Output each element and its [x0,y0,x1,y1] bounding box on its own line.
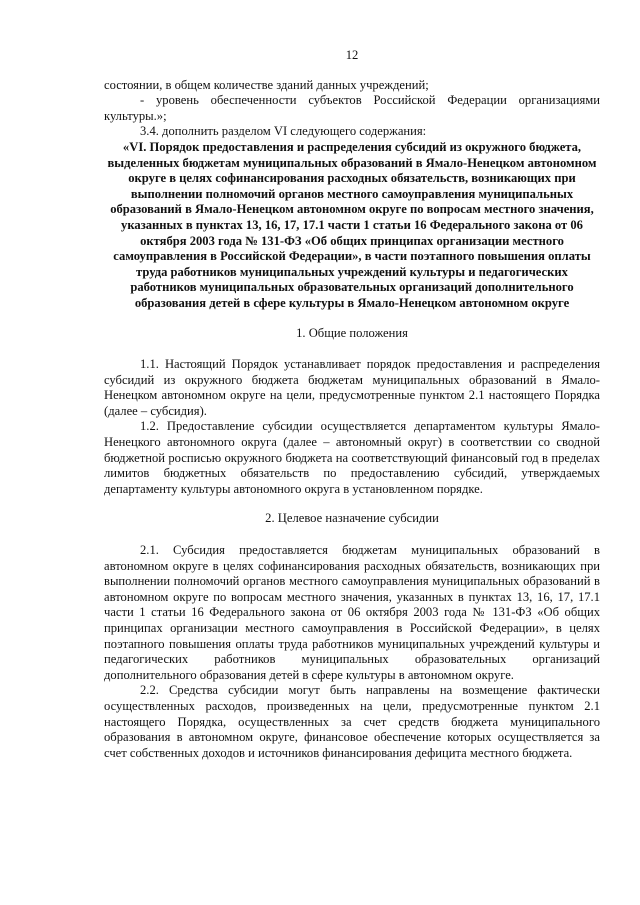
amendment-paragraph: 3.4. дополнить разделом VI следующего содержания: [140,124,427,139]
subsection-1-title: 1. Общие положения [296,325,408,340]
document-page [104,48,600,761]
paragraph-1-1: 1.1. Настоящий Порядок устанавливает порядок предоставления и распределения субсидий из окружного бюджета бюджетам муниципальных образований в Ямало-Ненецком автономном округе на цели, предусмотренные пунктом 2.1 настоящего Порядка (далее – субсидия). [104,357,600,418]
paragraph-2-2: 2.2. Средства субсидии могут быть направлены на возмещение фактически осуществленных расходов, произведенных на цели, предусмотренные пунктом 2.1 настоящего Порядка, осуществленных за счет средств бюджета муниципального образования в автономном округе, финансовое обеспечение которых осуществляется за счет собственных доходов и источников финансирования дефицита местного бюджета. [104,683,600,760]
paragraph-2-1: 2.1. Субсидия предоставляется бюджетам муниципальных образований в автономном округе в целях софинансирования расходных обязательств, возникающих при выполнении полномочий органов местного самоуправления муниципальных образований в автономном округе по вопросам местного значения, указанных в пунктах 13, 16, 17, 17.1 части 1 статьи 16 Федерального закона от 06 октября 2003 года № 131-ФЗ «Об общих принципах организации местного самоуправления в Российской Федерации», в целях поэтапного повышения оплаты труда работников муниципальных учреждений культуры и педагогических работников муниципальных образовательных организаций дополнительного образования детей в сфере культуры в автономном округе. [104,543,600,682]
page-number: 12 [345,48,359,62]
subsection-2-title: 2. Целевое назначение субсидии [265,511,439,526]
section-vi-title: «VI. Порядок предоставления и распределения субсидий из окружного бюджета, выделенных бюджетам муниципальных образований в Ямало-Ненецком автономном округе в целях софинансирования расходных обязательств, возникающих при выполнении полномочий органов местного самоуправления муниципальных образований в Ямало-Ненецком автономном округе по вопросам местного значения, указанных в пунктах 13, 16, 17, 17.1 части 1 статьи 16 Федерального закона от 06 октября 2003 года № 131-ФЗ «Об общих принципах организации местного самоуправления в Российской Федерации», в части поэтапного повышения оплаты труда работников муниципальных учреждений культуры и педагогических работников муниципальных образовательных организаций дополнительного образования детей в сфере культуры в Ямало-Ненецком автономном округе [107,139,597,310]
intro-line: состоянии, в общем количестве зданий данных учреждений; [104,77,429,92]
intro-list-item: - уровень обеспеченности субъектов Российской Федерации организациями культуры.»; [104,93,600,123]
paragraph-1-2: 1.2. Предоставление субсидии осуществляется департаментом культуры Ямало-Ненецкого автономного округа (далее – автономный округ) в соответствии со сводной бюджетной росписью окружного бюджета на соответствующий финансовый год в пределах лимитов бюджетных обязательств по предоставлению субсидий, утверждаемых департаменту культуры автономного округа в установленном порядке. [104,419,600,496]
